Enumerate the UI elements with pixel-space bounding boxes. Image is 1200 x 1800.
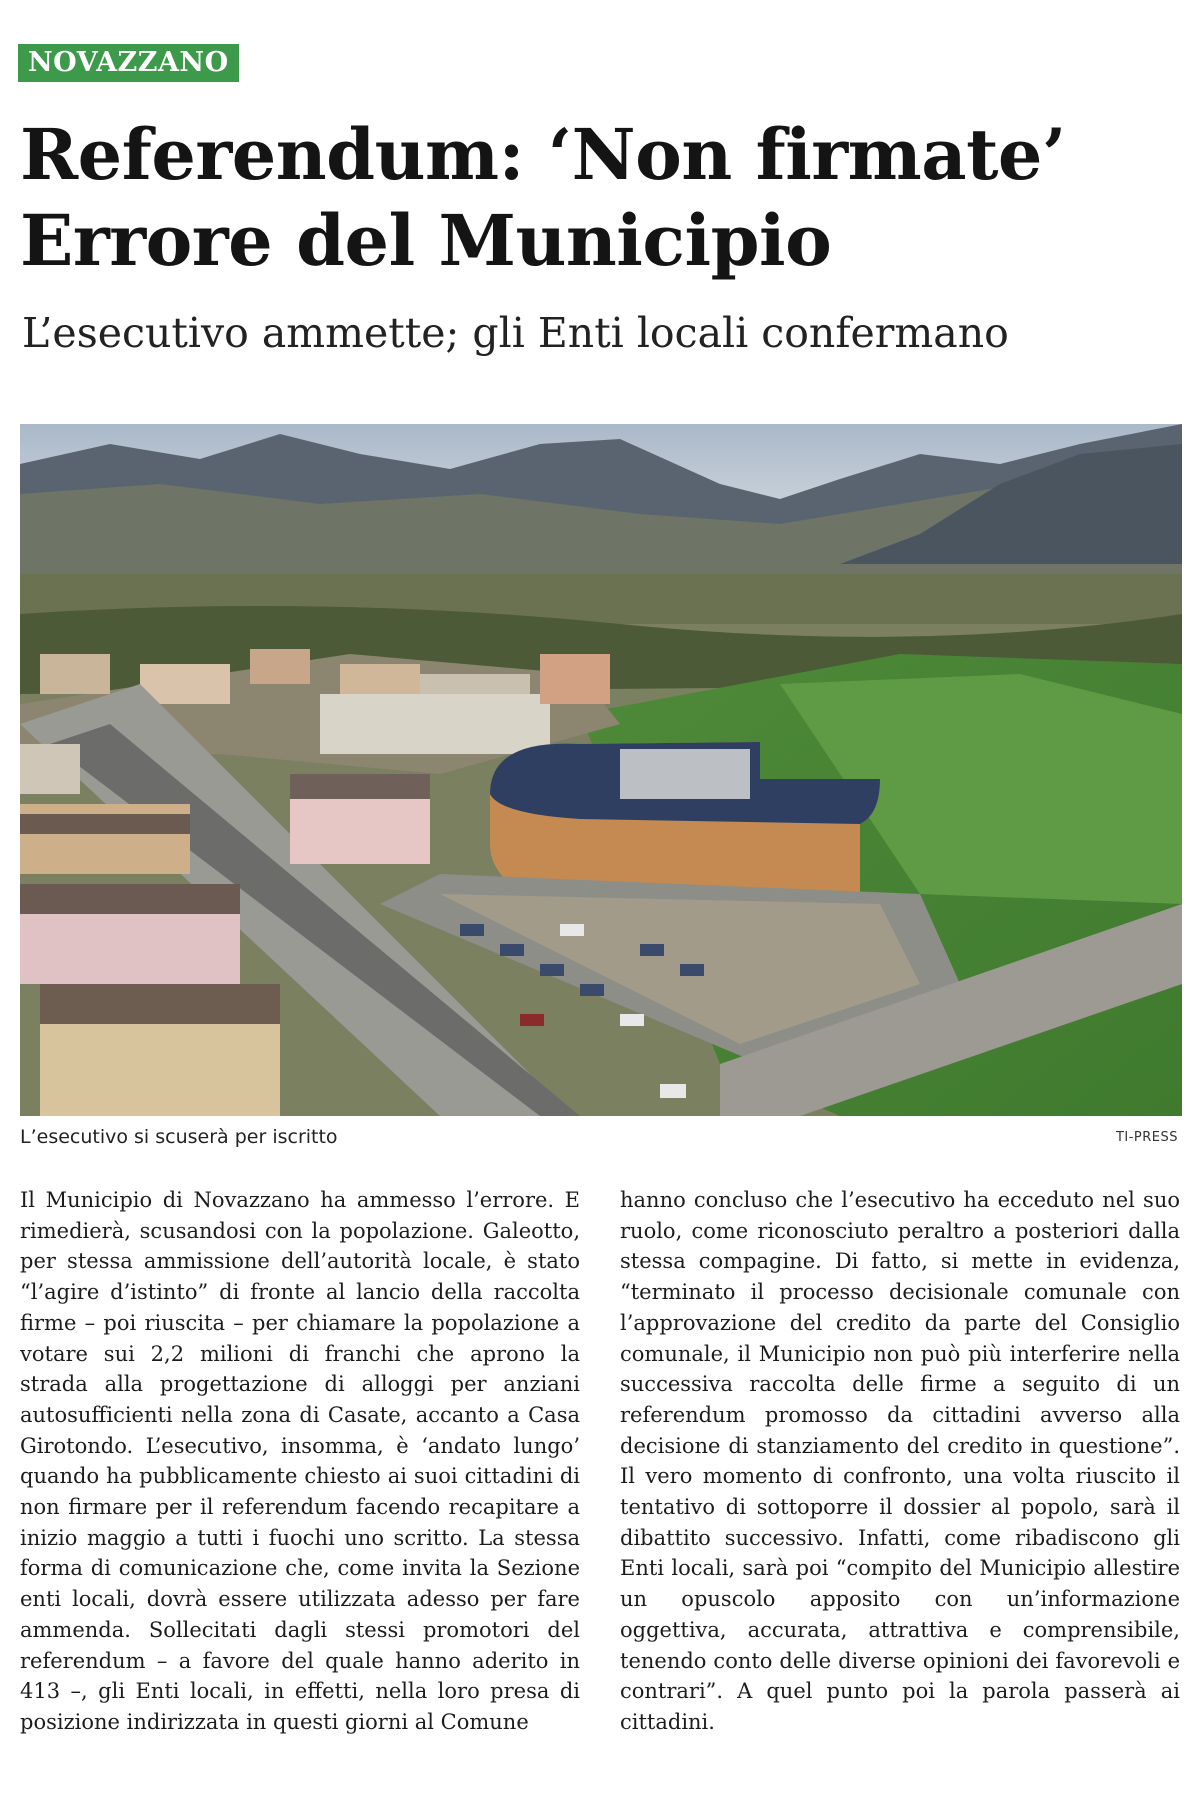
article-column-1	[20, 1185, 580, 1738]
aerial-view-image	[20, 424, 1182, 1116]
headline	[20, 112, 1190, 284]
subheadline: L’esecutivo ammette; gli Enti locali confermano	[22, 309, 1009, 357]
article-paragraph: hanno concluso che l’esecutivo ha ecceduto nel suo ruolo, come riconosciuto peraltro a posteriori dalla stessa compagine. Di fatto, si mette in evidenza, “terminato il processo decisionale comunale con l’approvazione del credito da parte del Consiglio comunale, il Municipio non può più interferire nella successiva raccolta delle firme a seguito di un referendum promosso da cittadini avverso alla decisione di stanziamento del credito in questione”. Il vero momento di confronto, una volta riuscito il tentativo di sottoporre il dossier al popolo, sarà il dibattito successivo. Infatti, come ribadiscono gli Enti locali, sarà poi “compito del Municipio allestire un opuscolo apposito con un’informazione oggettiva, accurata, attrattiva e comprensibile, tenendo conto delle diverse opinioni dei favorevoli e contrari”. A quel punto poi la parola passerà ai cittadini.	[620, 1188, 1180, 1734]
photo-credit: TI-PRESS	[1115, 1130, 1178, 1145]
article-paragraph: Il Municipio di Novazzano ha ammesso l’errore. E rimedierà, scusandosi con la popolazione. Galeotto, per stessa ammissione dell’autorità locale, è stato “l’agire d’istinto” di fronte al lancio della raccolta firme – poi riuscita – per chiamare la popolazione a votare sui 2,2 milioni di franchi che aprono la strada alla progettazione di alloggi per anziani autosufficienti nella zona di Casate, accanto a Casa Girotondo. L’esecutivo, insomma, è ‘andato lungo’ quando ha pubblicamente chiesto ai suoi cittadini di non firmare per il referendum facendo recapitare a inizio maggio a tutti i fuochi uno scritto. La stessa forma di comunicazione che, come invita la Sezione enti locali, dovrà essere utilizzata adesso per fare ammenda. Sollecitati dagli stessi promotori del referendum – a favore del quale hanno aderito in 413 –, gli Enti locali, in effetti, nella loro presa di posizione indirizzata in questi giorni al Comune	[20, 1188, 580, 1734]
article-photo	[20, 424, 1182, 1116]
article-column-2	[620, 1185, 1180, 1738]
section-tag: NOVAZZANO	[18, 44, 239, 82]
headline-line-2: Errore del Municipio	[20, 199, 832, 282]
headline-line-1: Referendum: ‘Non firmate’	[20, 113, 1066, 196]
photo-caption: L’esecutivo si scuserà per iscritto	[20, 1126, 338, 1148]
